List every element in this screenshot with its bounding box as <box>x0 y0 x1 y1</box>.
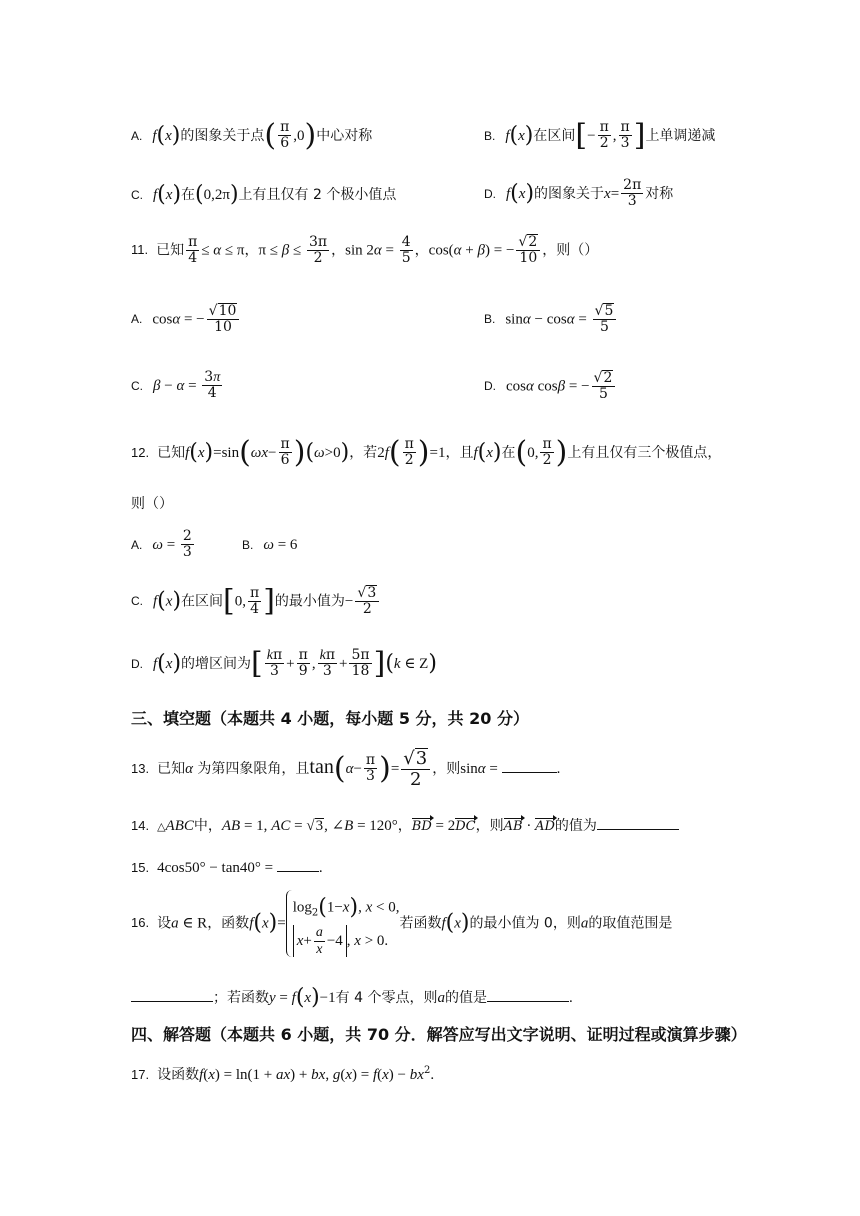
question-15: 15. 4cos50° − tan40° = . <box>131 860 323 876</box>
q10-option-b: B. f(x)在区间[− $\frac{\pi}{2}$ , $\frac{\pi}{3}$ ]上单调递减 <box>484 117 716 153</box>
q12-option-d: D. f(x)的增区间为[ $\frac{k\pi}{3}$ + $\frac{\pi}{9}$ , $\frac{k\pi}{3}$ + $\frac{5\pi}{18}$ ](k ∈ Z) <box>131 645 437 681</box>
question-13: 13. 已知α 为第四象限角，且tan(α− $\frac{\pi}{3}$ )= $\frac{√3}{2}$ ，则sinα = . <box>131 748 561 790</box>
q11-option-c: C. β − α = $\frac{3\pi}{4}$ <box>131 369 221 402</box>
q10-option-c: C. f(x)在(0,2π)上有且仅有 2 个极小值点 <box>131 182 397 207</box>
question-17: 17. 设函数f(x) = ln(1 + ax) + bx, $g(x) = f(x) - bx^2$. <box>131 1065 435 1083</box>
q12-option-c: C. f(x)在区间[0, $\frac{\pi}{4}$ ]的最小值为− $\frac{√3}{2}$ <box>131 585 381 618</box>
q10-option-d: D. f(x)的图象关于x= $\frac{2\pi}{3}$ 对称 <box>484 177 674 210</box>
q11-option-b: B. sinα − cosα = $\frac{√5}{5}$ <box>484 303 618 336</box>
question-16-continued: ；若函数y = f(x)−1有 4 个零点，则a的值是 . <box>131 987 573 1009</box>
section-4-heading: 四、解答题（本题共 6 小题，共 70 分．解答应写出文字说明、证明过程或演算步骤） <box>131 1025 747 1044</box>
q12-then: 则（） <box>131 496 173 512</box>
piecewise-function: $\log_2(1-x)$, x < 0, x+ $\frac{a}{x}$ −4 , x > 0. <box>286 890 400 957</box>
q11-option-d: D. cosα cosβ = − $\frac{√2}{5}$ <box>484 370 617 403</box>
q12-option-b: B. ω = 6 <box>242 537 298 553</box>
question-14: 14. △ABC中，AB = 1, AC = √3, ∠B = 120°，BD = 2DC，则AB · AD的值为 <box>131 818 679 834</box>
q12-option-a: A. ω = $\frac{2}{3}$ <box>131 528 192 561</box>
q10-option-a: A. f(x)的图象关于点( $\frac{\pi}{6}$ ,0)中心对称 <box>131 117 373 153</box>
section-3-heading: 三、填空题（本题共 4 小题，每小题 5 分，共 20 分） <box>131 709 529 728</box>
q11-option-a: A. cosα = − $\frac{√10}{10}$ <box>131 303 241 336</box>
question-12: 12. 已知f(x)=sin(ωx− $\frac{\pi}{6}$ )(ω>0)，若2f( $\frac{\pi}{2}$ )=1，且f(x)在(0, $\frac{\pi}{2}$ )上有且仅有三个极值点， <box>131 434 722 470</box>
question-16: 16. 设a ∈ R，函数f(x)= $\log_2(1-x)$, x < 0, x+ $\frac{a}{x}$ −4 , x > 0. 若函数f(x)的最小值为 0，则a的取值范围是 <box>131 890 672 957</box>
question-11: 11. 已知 $\frac{\pi}{4}$ ≤ α ≤ π，π ≤ β ≤ $\frac{3\pi}{2}$ ，sin 2α = $\frac{4}{5}$ ，cos(α + β) = − $\frac{√2}{10}$ ，则（） <box>131 233 599 267</box>
